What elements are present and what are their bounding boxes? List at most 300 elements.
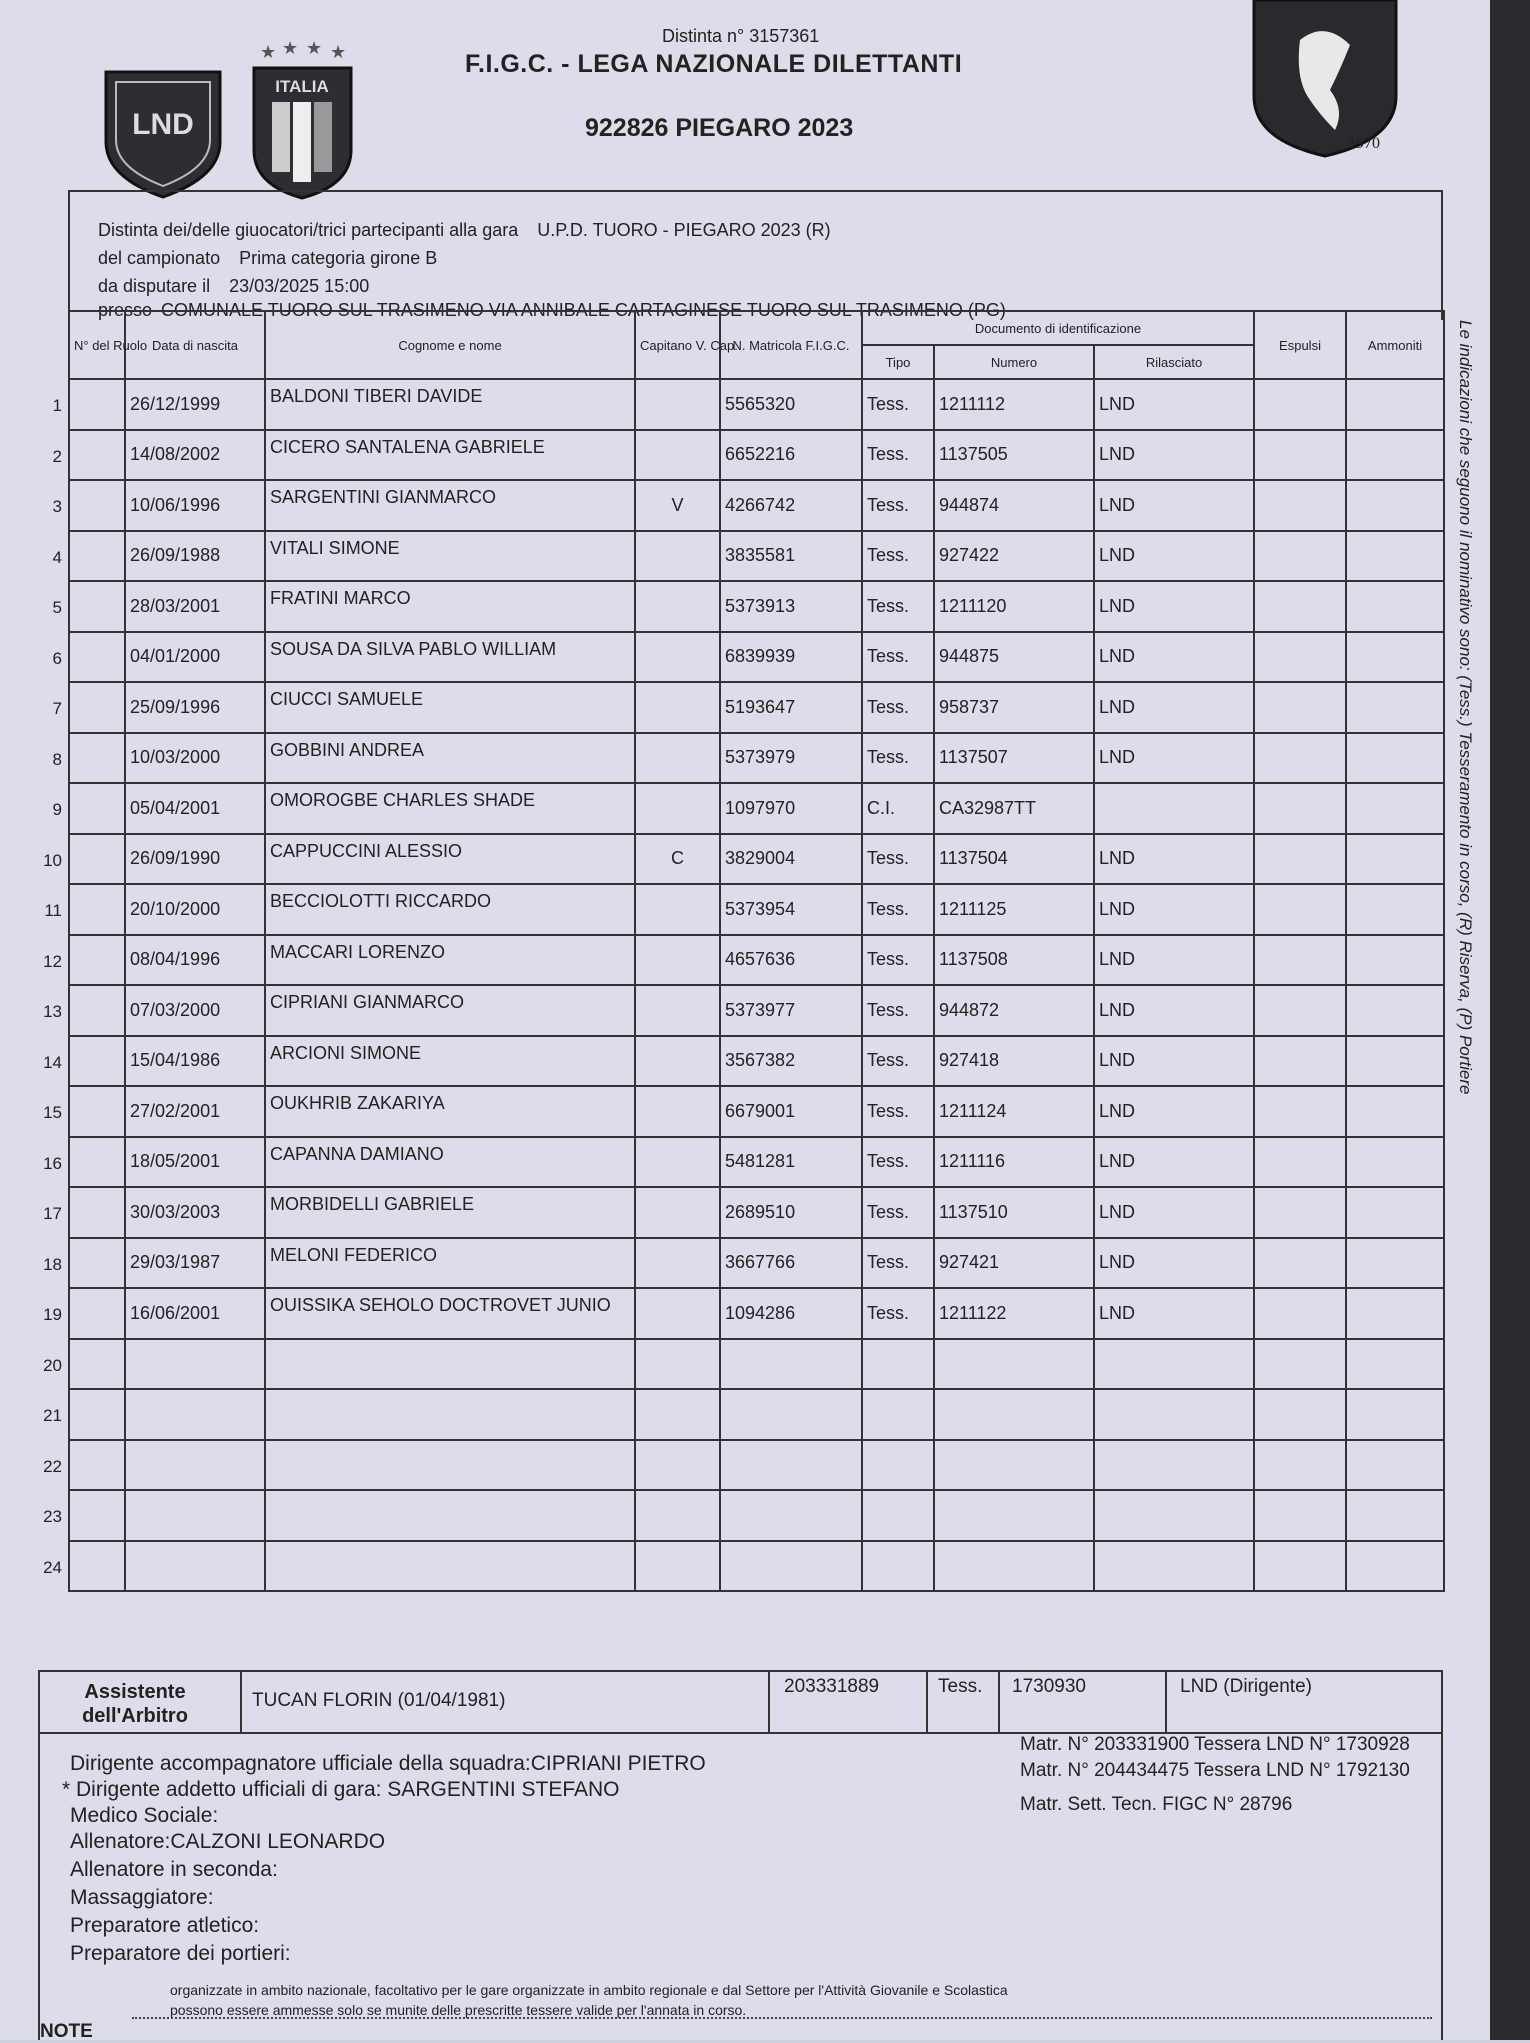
- doc-type-cell: C.I.: [862, 783, 934, 834]
- espulsi-cell: [1254, 1187, 1346, 1238]
- doc-type-cell: Tess.: [862, 379, 934, 430]
- issued-by-cell: LND: [1094, 884, 1254, 935]
- issued-by-cell: LND: [1094, 1187, 1254, 1238]
- issued-by-cell: [1094, 1339, 1254, 1390]
- espulsi-cell: [1254, 1389, 1346, 1440]
- row-number: 1: [52, 396, 62, 415]
- ammoniti-cell: [1346, 1389, 1444, 1440]
- captain-cell: [635, 1339, 720, 1390]
- espulsi-cell: [1254, 632, 1346, 683]
- birthdate-cell: [125, 1541, 265, 1592]
- side-legend-text: Le indicazioni che seguono il nominativo sono: (Tess.) Tesseramento in corso, (R) Riserva, (P) Portiere: [1456, 320, 1475, 1095]
- match-line: Distinta dei/delle giuocatori/trici partecipanti alla gara U.P.D. TUORO - PIEGARO 2023 (R): [98, 220, 831, 240]
- table-row: [69, 834, 1444, 885]
- issued-by-cell: LND: [1094, 1086, 1254, 1137]
- captain-cell: V: [635, 480, 720, 531]
- name-cell: MELONI FEDERICO: [265, 1238, 635, 1289]
- name-cell: CIPRIANI GIANMARCO: [265, 985, 635, 1036]
- assistente-numero: 1730930: [1012, 1676, 1086, 1697]
- row-number: 23: [43, 1507, 62, 1526]
- name-cell: [265, 1389, 635, 1440]
- doc-number-cell: 944874: [934, 480, 1094, 531]
- matricola-cell: [720, 1490, 862, 1541]
- ammoniti-cell: [1346, 379, 1444, 430]
- table-row: [69, 1440, 1444, 1491]
- birthdate-cell: 20/10/2000: [125, 884, 265, 935]
- row-number: 21: [43, 1406, 62, 1425]
- birthdate-cell: 27/02/2001: [125, 1086, 265, 1137]
- captain-cell: [635, 783, 720, 834]
- doc-number-cell: 1137504: [934, 834, 1094, 885]
- footnote-2: possono essere ammesse solo se munite delle prescritte tessere valide per l'annata in corso.: [170, 2002, 747, 2018]
- birthdate-cell: [125, 1339, 265, 1390]
- espulsi-cell: [1254, 884, 1346, 935]
- captain-cell: [635, 581, 720, 632]
- birthdate-cell: 10/06/1996: [125, 480, 265, 531]
- doc-number-cell: 1211124: [934, 1086, 1094, 1137]
- name-cell: MACCARI LORENZO: [265, 935, 635, 986]
- captain-cell: [635, 1389, 720, 1440]
- name-cell: VITALI SIMONE: [265, 531, 635, 582]
- doc-number-cell: CA32987TT: [934, 783, 1094, 834]
- doc-number-cell: [934, 1389, 1094, 1440]
- doc-number-cell: 927421: [934, 1238, 1094, 1289]
- ruolo-cell: [43, 1389, 125, 1440]
- ruolo-cell: [43, 1187, 125, 1238]
- doc-type-cell: Tess.: [862, 430, 934, 481]
- table-row: [69, 733, 1444, 784]
- distinta-number: Distinta n° 3157361: [662, 26, 820, 46]
- ammoniti-cell: [1346, 1541, 1444, 1592]
- issued-by-cell: [1094, 1440, 1254, 1491]
- ammoniti-cell: [1346, 1086, 1444, 1137]
- espulsi-cell: [1254, 430, 1346, 481]
- col-rilasciato: Rilasciato: [1094, 345, 1254, 379]
- ruolo-cell: [43, 1440, 125, 1491]
- table-row: [69, 379, 1444, 430]
- row-number: 19: [43, 1305, 62, 1324]
- issued-by-cell: LND: [1094, 935, 1254, 986]
- birthdate-cell: 26/12/1999: [125, 379, 265, 430]
- issued-by-cell: LND: [1094, 379, 1254, 430]
- ruolo-cell: [52, 430, 125, 481]
- doc-type-cell: Tess.: [862, 985, 934, 1036]
- row-number: 11: [44, 901, 62, 920]
- svg-text:★: ★: [330, 42, 347, 62]
- birthdate-cell: 08/04/1996: [125, 935, 265, 986]
- allenatore-matr: Matr. Sett. Tecn. FIGC N° 28796: [1020, 1794, 1293, 1815]
- preparatore-portieri: Preparatore dei portieri:: [70, 1942, 291, 1965]
- captain-cell: [635, 733, 720, 784]
- col-ruolo: N° del Ruolo: [69, 311, 125, 379]
- matricola-cell: 2689510: [720, 1187, 862, 1238]
- team-code: 922826 PIEGARO 2023: [585, 114, 854, 142]
- row-number: 8: [52, 749, 62, 769]
- table-row: [69, 1339, 1444, 1390]
- ammoniti-cell: [1346, 531, 1444, 582]
- svg-text:★: ★: [306, 38, 323, 58]
- row-number: 3: [52, 497, 62, 516]
- captain-cell: [635, 1086, 720, 1137]
- matricola-cell: 5481281: [720, 1137, 862, 1188]
- captain-cell: [635, 985, 720, 1036]
- ammoniti-cell: [1346, 1238, 1444, 1289]
- matricola-cell: 5193647: [720, 682, 862, 733]
- match-teams: U.P.D. TUORO - PIEGARO 2023 (R): [537, 220, 831, 240]
- matricola-cell: 5565320: [720, 379, 862, 430]
- doc-number-cell: [934, 1541, 1094, 1592]
- captain-cell: [635, 1036, 720, 1087]
- name-cell: OUKHRIB ZAKARIYA: [265, 1086, 635, 1137]
- birthdate-cell: 16/06/2001: [125, 1288, 265, 1339]
- table-row: [69, 783, 1444, 834]
- match-date: 23/03/2025 15:00: [229, 276, 370, 296]
- table-row: [69, 430, 1444, 481]
- col-tipo: Tipo: [862, 345, 934, 379]
- birthdate-cell: 07/03/2000: [125, 985, 265, 1036]
- ruolo-cell: [52, 783, 125, 834]
- table-row: [69, 1238, 1444, 1289]
- ruolo-cell: [43, 985, 125, 1036]
- ammoniti-cell: [1346, 1288, 1444, 1339]
- table-row: [69, 935, 1444, 986]
- name-cell: SOUSA DA SILVA PABLO WILLIAM: [265, 632, 635, 683]
- allenatore-seconda: Allenatore in seconda:: [70, 1858, 278, 1881]
- doc-type-cell: Tess.: [862, 935, 934, 986]
- captain-cell: C: [635, 834, 720, 885]
- doc-type-cell: Tess.: [862, 1036, 934, 1087]
- doc-number-cell: 1137505: [934, 430, 1094, 481]
- matricola-cell: 3829004: [720, 834, 862, 885]
- espulsi-cell: [1254, 581, 1346, 632]
- matricola-cell: 5373913: [720, 581, 862, 632]
- table-row: [69, 1288, 1444, 1339]
- issued-by-cell: LND: [1094, 1288, 1254, 1339]
- name-cell: [265, 1339, 635, 1390]
- doc-type-cell: Tess.: [862, 581, 934, 632]
- captain-cell: [635, 430, 720, 481]
- issued-by-cell: LND: [1094, 1036, 1254, 1087]
- preparatore-atletico: Preparatore atletico:: [70, 1914, 260, 1937]
- ruolo-cell: [43, 1490, 125, 1541]
- svg-text:★: ★: [282, 38, 299, 58]
- birthdate-cell: 05/04/2001: [125, 783, 265, 834]
- matricola-cell: 5373954: [720, 884, 862, 935]
- matricola-cell: 4266742: [720, 480, 862, 531]
- table-row: [69, 531, 1444, 582]
- col-documento: Documento di identificazione: [862, 311, 1254, 345]
- matricola-cell: 6652216: [720, 430, 862, 481]
- doc-number-cell: [934, 1490, 1094, 1541]
- italia-logo: [250, 40, 355, 200]
- ruolo-cell: [52, 682, 125, 733]
- staff-section: [38, 1734, 1443, 2040]
- matricola-cell: [720, 1541, 862, 1592]
- table-row: [69, 884, 1444, 935]
- issued-by-cell: LND: [1094, 430, 1254, 481]
- captain-cell: [635, 935, 720, 986]
- birthdate-cell: 15/04/1986: [125, 1036, 265, 1087]
- name-cell: CIUCCI SAMUELE: [265, 682, 635, 733]
- document-title: F.I.G.C. - LEGA NAZIONALE DILETTANTI: [465, 50, 963, 78]
- name-cell: GOBBINI ANDREA: [265, 733, 635, 784]
- issued-by-cell: LND: [1094, 733, 1254, 784]
- doc-number-cell: [934, 1440, 1094, 1491]
- photo-edge: [1490, 0, 1530, 2040]
- table-row: [69, 1541, 1444, 1592]
- matricola-cell: 4657636: [720, 935, 862, 986]
- issued-by-cell: LND: [1094, 480, 1254, 531]
- name-cell: [265, 1490, 635, 1541]
- ruolo-cell: [52, 531, 125, 582]
- doc-type-cell: Tess.: [862, 480, 934, 531]
- matricola-cell: 3567382: [720, 1036, 862, 1087]
- svg-text:ITALIA: ITALIA: [275, 77, 329, 96]
- assistente-tipo: Tess.: [938, 1676, 983, 1697]
- row-number: 10: [43, 850, 62, 870]
- doc-number-cell: 1211122: [934, 1288, 1094, 1339]
- col-nascita: Data di nascita: [125, 311, 265, 379]
- ammoniti-cell: [1346, 430, 1444, 481]
- ruolo-cell: [44, 884, 125, 935]
- matricola-cell: 3835581: [720, 531, 862, 582]
- matricola-cell: 6679001: [720, 1086, 862, 1137]
- name-cell: OUISSIKA SEHOLO DOCTROVET JUNIO: [265, 1288, 635, 1339]
- table-row: [69, 1490, 1444, 1541]
- doc-type-cell: Tess.: [862, 1187, 934, 1238]
- espulsi-cell: [1254, 1490, 1346, 1541]
- row-number: 4: [52, 547, 62, 567]
- name-cell: OMOROGBE CHARLES SHADE: [265, 783, 635, 834]
- ammoniti-cell: [1346, 733, 1444, 784]
- doc-type-cell: Tess.: [862, 1086, 934, 1137]
- doc-type-cell: Tess.: [862, 884, 934, 935]
- ruolo-cell: [52, 581, 125, 632]
- espulsi-cell: [1254, 1137, 1346, 1188]
- birthdate-cell: [125, 1490, 265, 1541]
- row-number: 7: [52, 699, 62, 718]
- assistente-label: Assistente dell'Arbitro: [82, 1681, 188, 1727]
- doc-number-cell: 1211125: [934, 884, 1094, 935]
- dirigente-accompagnatore: Dirigente accompagnatore ufficiale della squadra:CIPRIANI PIETRO: [70, 1752, 706, 1775]
- doc-type-cell: [862, 1541, 934, 1592]
- header: [0, 0, 1480, 170]
- issued-by-cell: LND: [1094, 834, 1254, 885]
- note-label: NOTE: [40, 2021, 93, 2042]
- birthdate-cell: 04/01/2000: [125, 632, 265, 683]
- doc-number-cell: 958737: [934, 682, 1094, 733]
- ruolo-cell: [43, 1339, 125, 1390]
- ruolo-cell: [43, 935, 125, 986]
- issued-by-cell: [1094, 783, 1254, 834]
- table-row: [69, 480, 1444, 531]
- birthdate-cell: 18/05/2001: [125, 1137, 265, 1188]
- ammoniti-cell: [1346, 1036, 1444, 1087]
- doc-number-cell: 927422: [934, 531, 1094, 582]
- issued-by-cell: LND: [1094, 985, 1254, 1036]
- ruolo-cell: [52, 733, 125, 784]
- row-number: 6: [52, 648, 62, 668]
- captain-cell: [635, 1187, 720, 1238]
- ruolo-cell: [43, 1288, 125, 1339]
- captain-cell: [635, 1288, 720, 1339]
- players-table: [43, 310, 1445, 1592]
- name-cell: BECCIOLOTTI RICCARDO: [265, 884, 635, 935]
- espulsi-cell: [1254, 1086, 1346, 1137]
- ammoniti-cell: [1346, 581, 1444, 632]
- captain-cell: [635, 1440, 720, 1491]
- birthdate-cell: 14/08/2002: [125, 430, 265, 481]
- lnd-logo: [98, 62, 228, 202]
- doc-type-cell: Tess.: [862, 1137, 934, 1188]
- doc-type-cell: [862, 1339, 934, 1390]
- doc-number-cell: 1137510: [934, 1187, 1094, 1238]
- matricola-cell: [720, 1389, 862, 1440]
- espulsi-cell: [1254, 1036, 1346, 1087]
- matricola-cell: 6839939: [720, 632, 862, 683]
- captain-cell: [635, 1238, 720, 1289]
- doc-type-cell: Tess.: [862, 1238, 934, 1289]
- ammoniti-cell: [1346, 1440, 1444, 1491]
- assistente-arbitro: [38, 1670, 1443, 1734]
- espulsi-cell: [1254, 1238, 1346, 1289]
- row-number: 22: [43, 1456, 62, 1476]
- ruolo-cell: [52, 480, 125, 531]
- birthdate-cell: [125, 1440, 265, 1491]
- espulsi-cell: [1254, 1339, 1346, 1390]
- birthdate-cell: 26/09/1990: [125, 834, 265, 885]
- svg-text:★: ★: [260, 42, 277, 62]
- note-line: [132, 2017, 1432, 2019]
- espulsi-cell: [1254, 1440, 1346, 1491]
- row-number: 2: [52, 446, 62, 466]
- doc-type-cell: Tess.: [862, 682, 934, 733]
- espulsi-cell: [1254, 480, 1346, 531]
- espulsi-cell: [1254, 733, 1346, 784]
- table-row: [69, 682, 1444, 733]
- medico-sociale: Medico Sociale:: [70, 1804, 219, 1827]
- captain-cell: [635, 1137, 720, 1188]
- table-row: [69, 1137, 1444, 1188]
- name-cell: SARGENTINI GIANMARCO: [265, 480, 635, 531]
- ruolo-cell: [43, 1541, 125, 1592]
- table-row: [69, 1389, 1444, 1440]
- captain-cell: [635, 531, 720, 582]
- ruolo-cell: [43, 1086, 125, 1137]
- issued-by-cell: LND: [1094, 581, 1254, 632]
- col-nome: Cognome e nome: [265, 311, 635, 379]
- doc-number-cell: 1211116: [934, 1137, 1094, 1188]
- ammoniti-cell: [1346, 1137, 1444, 1188]
- name-cell: [265, 1541, 635, 1592]
- dirigente-accompagnatore-matr: Matr. N° 203331900 Tessera LND N° 1730928: [1020, 1734, 1410, 1755]
- campionato-line: del campionato Prima categoria girone B: [98, 248, 438, 268]
- captain-cell: [635, 1541, 720, 1592]
- espulsi-cell: [1254, 834, 1346, 885]
- matricola-cell: 5373979: [720, 733, 862, 784]
- ammoniti-cell: [1346, 480, 1444, 531]
- issued-by-cell: LND: [1094, 1137, 1254, 1188]
- captain-cell: [635, 682, 720, 733]
- doc-type-cell: Tess.: [862, 733, 934, 784]
- matricola-cell: 1094286: [720, 1288, 862, 1339]
- venue: COMUNALE TUORO SUL TRASIMENO VIA ANNIBALE CARTAGINESE TUORO SUL TRASIMENO (PG): [161, 300, 1006, 320]
- row-number: 24: [43, 1557, 62, 1577]
- doc-number-cell: 1137507: [934, 733, 1094, 784]
- ruolo-cell: [43, 1137, 125, 1188]
- birthdate-cell: 29/03/1987: [125, 1238, 265, 1289]
- doc-number-cell: 944875: [934, 632, 1094, 683]
- table-row: [69, 632, 1444, 683]
- captain-cell: [635, 1490, 720, 1541]
- espulsi-cell: [1254, 985, 1346, 1036]
- name-cell: FRATINI MARCO: [265, 581, 635, 632]
- birthdate-cell: 26/09/1988: [125, 531, 265, 582]
- espulsi-cell: [1254, 1541, 1346, 1592]
- ruolo-cell: [43, 1036, 125, 1087]
- row-number: 9: [52, 800, 62, 819]
- doc-type-cell: Tess.: [862, 834, 934, 885]
- col-capitano: Capitano V. Cap.: [635, 311, 720, 379]
- ammoniti-cell: [1346, 834, 1444, 885]
- table-row: [69, 1187, 1444, 1238]
- birthdate-cell: 28/03/2001: [125, 581, 265, 632]
- ruolo-cell: [52, 632, 125, 683]
- issued-by-cell: [1094, 1490, 1254, 1541]
- assistente-matricola: 203331889: [784, 1676, 880, 1697]
- side-legend: [1447, 320, 1477, 1280]
- birthdate-cell: [125, 1389, 265, 1440]
- ruolo-cell: [43, 1238, 125, 1289]
- doc-type-cell: Tess.: [862, 632, 934, 683]
- date-line: da disputare il 23/03/2025 15:00: [98, 276, 370, 296]
- issued-by-cell: [1094, 1541, 1254, 1592]
- espulsi-cell: [1254, 783, 1346, 834]
- table-row: [69, 581, 1444, 632]
- ammoniti-cell: [1346, 783, 1444, 834]
- match-info: [68, 190, 1443, 320]
- col-matricola: N. Matricola F.I.G.C.: [720, 311, 862, 379]
- ammoniti-cell: [1346, 985, 1444, 1036]
- matricola-cell: 3667766: [720, 1238, 862, 1289]
- name-cell: CAPANNA DAMIANO: [265, 1137, 635, 1188]
- doc-number-cell: 927418: [934, 1036, 1094, 1087]
- ammoniti-cell: [1346, 935, 1444, 986]
- row-number: 12: [43, 951, 62, 971]
- row-number: 15: [43, 1103, 62, 1122]
- ammoniti-cell: [1346, 884, 1444, 935]
- row-number: 17: [43, 1204, 62, 1223]
- doc-type-cell: Tess.: [862, 1288, 934, 1339]
- doc-number-cell: 1137508: [934, 935, 1094, 986]
- doc-number-cell: 1211112: [934, 379, 1094, 430]
- ruolo-cell: [43, 834, 125, 885]
- birthdate-cell: 25/09/1996: [125, 682, 265, 733]
- doc-type-cell: [862, 1440, 934, 1491]
- row-number: 18: [43, 1254, 62, 1274]
- table-row: [69, 1036, 1444, 1087]
- espulsi-cell: [1254, 531, 1346, 582]
- birthdate-cell: 30/03/2003: [125, 1187, 265, 1238]
- ammoniti-cell: [1346, 1490, 1444, 1541]
- dirigente-addetto: * Dirigente addetto ufficiali di gara: SARGENTINI STEFANO: [62, 1778, 620, 1801]
- espulsi-cell: [1254, 935, 1346, 986]
- espulsi-cell: [1254, 379, 1346, 430]
- player-list-sheet: [40, 190, 1443, 2042]
- svg-text:LND: LND: [132, 108, 194, 141]
- row-number: 13: [43, 1002, 62, 1021]
- name-cell: [265, 1440, 635, 1491]
